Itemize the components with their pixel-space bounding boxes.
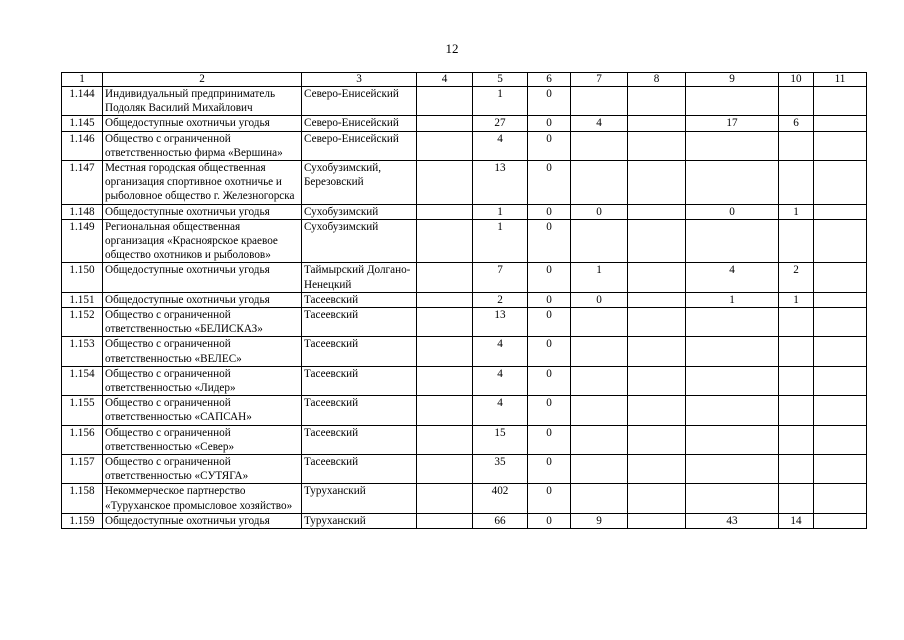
organization-name: Региональная общественная организация «Красноярское краевое общество охотников и рыболовов» <box>103 219 302 263</box>
row-number: 1.148 <box>62 204 103 219</box>
col-11-value <box>814 263 867 292</box>
col-5-value: 13 <box>473 161 528 205</box>
col-7-value <box>571 484 628 513</box>
column-header: 11 <box>814 73 867 87</box>
col-7-value <box>571 161 628 205</box>
table-row <box>62 513 867 528</box>
column-header: 3 <box>302 73 417 87</box>
col-10-value <box>779 161 814 205</box>
col-4-value <box>417 484 473 513</box>
column-header: 10 <box>779 73 814 87</box>
col-9-value <box>686 366 779 395</box>
col-8-value <box>628 292 686 307</box>
col-10-value <box>779 455 814 484</box>
col-11-value <box>814 131 867 160</box>
col-8-value <box>628 425 686 454</box>
district: Туруханский <box>302 484 417 513</box>
col-4-value <box>417 396 473 425</box>
col-11-value <box>814 204 867 219</box>
organization-name: Общедоступные охотничьи угодья <box>103 204 302 219</box>
col-4-value <box>417 337 473 366</box>
col-5-value: 1 <box>473 87 528 116</box>
col-5-value: 1 <box>473 219 528 263</box>
col-6-value: 0 <box>528 87 571 116</box>
column-header: 1 <box>62 73 103 87</box>
col-10-value <box>779 337 814 366</box>
table-row <box>62 425 867 454</box>
col-7-value: 0 <box>571 204 628 219</box>
col-11-value <box>814 161 867 205</box>
column-header: 8 <box>628 73 686 87</box>
col-11-value <box>814 513 867 528</box>
col-5-value: 4 <box>473 396 528 425</box>
table-row <box>62 131 867 160</box>
col-10-value <box>779 425 814 454</box>
col-5-value: 13 <box>473 308 528 337</box>
col-4-value <box>417 308 473 337</box>
col-7-value <box>571 396 628 425</box>
col-9-value <box>686 455 779 484</box>
district: Тасеевский <box>302 366 417 395</box>
col-8-value <box>628 366 686 395</box>
col-5-value: 15 <box>473 425 528 454</box>
col-7-value <box>571 87 628 116</box>
col-7-value <box>571 455 628 484</box>
organization-name: Индивидуальный предприниматель Подоляк Василий Михайлович <box>103 87 302 116</box>
col-9-value <box>686 161 779 205</box>
row-number: 1.158 <box>62 484 103 513</box>
col-10-value: 14 <box>779 513 814 528</box>
col-4-value <box>417 292 473 307</box>
col-9-value <box>686 396 779 425</box>
column-header: 6 <box>528 73 571 87</box>
row-number: 1.152 <box>62 308 103 337</box>
col-8-value <box>628 308 686 337</box>
col-6-value: 0 <box>528 425 571 454</box>
col-8-value <box>628 337 686 366</box>
col-6-value: 0 <box>528 396 571 425</box>
col-9-value <box>686 87 779 116</box>
col-6-value: 0 <box>528 308 571 337</box>
col-9-value: 43 <box>686 513 779 528</box>
district: Тасеевский <box>302 425 417 454</box>
col-4-value <box>417 425 473 454</box>
organization-name: Общество с ограниченной ответственностью «БЕЛИСКАЗ» <box>103 308 302 337</box>
col-4-value <box>417 204 473 219</box>
table-row <box>62 337 867 366</box>
col-11-value <box>814 484 867 513</box>
table-row <box>62 219 867 263</box>
col-7-value <box>571 337 628 366</box>
col-8-value <box>628 219 686 263</box>
col-10-value: 2 <box>779 263 814 292</box>
col-6-value: 0 <box>528 484 571 513</box>
col-7-value: 1 <box>571 263 628 292</box>
table-row <box>62 455 867 484</box>
col-10-value: 6 <box>779 116 814 131</box>
col-9-value <box>686 131 779 160</box>
row-number: 1.144 <box>62 87 103 116</box>
col-6-value: 0 <box>528 366 571 395</box>
col-4-value <box>417 219 473 263</box>
col-6-value: 0 <box>528 204 571 219</box>
district: Тасеевский <box>302 337 417 366</box>
col-6-value: 0 <box>528 161 571 205</box>
row-number: 1.145 <box>62 116 103 131</box>
col-6-value: 0 <box>528 116 571 131</box>
col-11-value <box>814 292 867 307</box>
district: Тасеевский <box>302 455 417 484</box>
col-8-value <box>628 131 686 160</box>
col-6-value: 0 <box>528 131 571 160</box>
organization-name: Общество с ограниченной ответственностью «САПСАН» <box>103 396 302 425</box>
col-7-value <box>571 366 628 395</box>
district: Тасеевский <box>302 308 417 337</box>
row-number: 1.147 <box>62 161 103 205</box>
table-row <box>62 484 867 513</box>
table-row <box>62 116 867 131</box>
col-7-value <box>571 131 628 160</box>
col-5-value: 27 <box>473 116 528 131</box>
col-10-value <box>779 87 814 116</box>
organization-name: Общество с ограниченной ответственностью «ВЕЛЕС» <box>103 337 302 366</box>
col-9-value <box>686 308 779 337</box>
col-5-value: 4 <box>473 131 528 160</box>
organization-name: Общество с ограниченной ответственностью «Лидер» <box>103 366 302 395</box>
col-7-value <box>571 308 628 337</box>
col-4-value <box>417 131 473 160</box>
table-row <box>62 396 867 425</box>
organization-name: Местная городская общественная организация спортивное охотничье и рыболовное общество г. Железногорска <box>103 161 302 205</box>
row-number: 1.149 <box>62 219 103 263</box>
col-7-value <box>571 219 628 263</box>
table-row <box>62 308 867 337</box>
organization-name: Общество с ограниченной ответственностью «Север» <box>103 425 302 454</box>
organization-name: Общедоступные охотничьи угодья <box>103 292 302 307</box>
row-number: 1.151 <box>62 292 103 307</box>
col-6-value: 0 <box>528 513 571 528</box>
col-5-value: 7 <box>473 263 528 292</box>
col-11-value <box>814 396 867 425</box>
col-7-value: 9 <box>571 513 628 528</box>
organization-name: Некоммерческое партнерство «Туруханское промысловое хозяйство» <box>103 484 302 513</box>
column-header: 4 <box>417 73 473 87</box>
col-9-value <box>686 484 779 513</box>
row-number: 1.159 <box>62 513 103 528</box>
col-10-value <box>779 131 814 160</box>
col-11-value <box>814 308 867 337</box>
col-5-value: 2 <box>473 292 528 307</box>
col-5-value: 1 <box>473 204 528 219</box>
district: Тасеевский <box>302 396 417 425</box>
col-4-value <box>417 455 473 484</box>
col-5-value: 4 <box>473 366 528 395</box>
col-10-value <box>779 484 814 513</box>
col-11-value <box>814 337 867 366</box>
district: Северо-Енисейский <box>302 116 417 131</box>
col-4-value <box>417 513 473 528</box>
organization-name: Общество с ограниченной ответственностью фирма «Вершина» <box>103 131 302 160</box>
row-number: 1.150 <box>62 263 103 292</box>
col-5-value: 66 <box>473 513 528 528</box>
col-4-value <box>417 87 473 116</box>
col-6-value: 0 <box>528 263 571 292</box>
col-8-value <box>628 204 686 219</box>
organization-name: Общедоступные охотничьи угодья <box>103 513 302 528</box>
col-9-value <box>686 337 779 366</box>
col-9-value: 0 <box>686 204 779 219</box>
district: Северо-Енисейский <box>302 87 417 116</box>
col-7-value <box>571 425 628 454</box>
row-number: 1.155 <box>62 396 103 425</box>
col-4-value <box>417 263 473 292</box>
col-7-value: 4 <box>571 116 628 131</box>
col-10-value <box>779 308 814 337</box>
column-header: 5 <box>473 73 528 87</box>
district: Сухобузимский <box>302 204 417 219</box>
organization-name: Общество с ограниченной ответственностью «СУТЯГА» <box>103 455 302 484</box>
table-row <box>62 292 867 307</box>
row-number: 1.154 <box>62 366 103 395</box>
column-header: 2 <box>103 73 302 87</box>
col-6-value: 0 <box>528 455 571 484</box>
col-10-value <box>779 366 814 395</box>
col-8-value <box>628 396 686 425</box>
col-11-value <box>814 455 867 484</box>
table-row <box>62 204 867 219</box>
col-10-value: 1 <box>779 204 814 219</box>
district: Сухобузимский <box>302 219 417 263</box>
hunting-grounds-table <box>61 72 867 529</box>
col-8-value <box>628 484 686 513</box>
district: Северо-Енисейский <box>302 131 417 160</box>
col-6-value: 0 <box>528 292 571 307</box>
col-11-value <box>814 366 867 395</box>
col-9-value: 1 <box>686 292 779 307</box>
col-10-value: 1 <box>779 292 814 307</box>
col-9-value: 17 <box>686 116 779 131</box>
col-11-value <box>814 87 867 116</box>
district: Таймырский Долгано-Ненецкий <box>302 263 417 292</box>
page-number: 12 <box>445 41 459 56</box>
col-9-value <box>686 219 779 263</box>
col-10-value <box>779 219 814 263</box>
table-row <box>62 87 867 116</box>
district: Тасеевский <box>302 292 417 307</box>
district: Туруханский <box>302 513 417 528</box>
col-8-value <box>628 87 686 116</box>
row-number: 1.153 <box>62 337 103 366</box>
row-number: 1.157 <box>62 455 103 484</box>
col-6-value: 0 <box>528 219 571 263</box>
col-6-value: 0 <box>528 337 571 366</box>
column-header: 9 <box>686 73 779 87</box>
col-5-value: 35 <box>473 455 528 484</box>
col-8-value <box>628 455 686 484</box>
col-8-value <box>628 161 686 205</box>
organization-name: Общедоступные охотничьи угодья <box>103 263 302 292</box>
col-10-value <box>779 396 814 425</box>
col-7-value: 0 <box>571 292 628 307</box>
col-11-value <box>814 425 867 454</box>
col-11-value <box>814 116 867 131</box>
col-5-value: 402 <box>473 484 528 513</box>
col-8-value <box>628 513 686 528</box>
row-number: 1.156 <box>62 425 103 454</box>
col-4-value <box>417 116 473 131</box>
district: Сухобузимский, Березовский <box>302 161 417 205</box>
column-header: 7 <box>571 73 628 87</box>
organization-name: Общедоступные охотничьи угодья <box>103 116 302 131</box>
header-row <box>62 73 867 87</box>
col-4-value <box>417 366 473 395</box>
col-9-value <box>686 425 779 454</box>
table-row <box>62 366 867 395</box>
col-8-value <box>628 263 686 292</box>
table-row <box>62 263 867 292</box>
col-5-value: 4 <box>473 337 528 366</box>
row-number: 1.146 <box>62 131 103 160</box>
col-9-value: 4 <box>686 263 779 292</box>
col-4-value <box>417 161 473 205</box>
table-row <box>62 161 867 205</box>
col-11-value <box>814 219 867 263</box>
col-8-value <box>628 116 686 131</box>
